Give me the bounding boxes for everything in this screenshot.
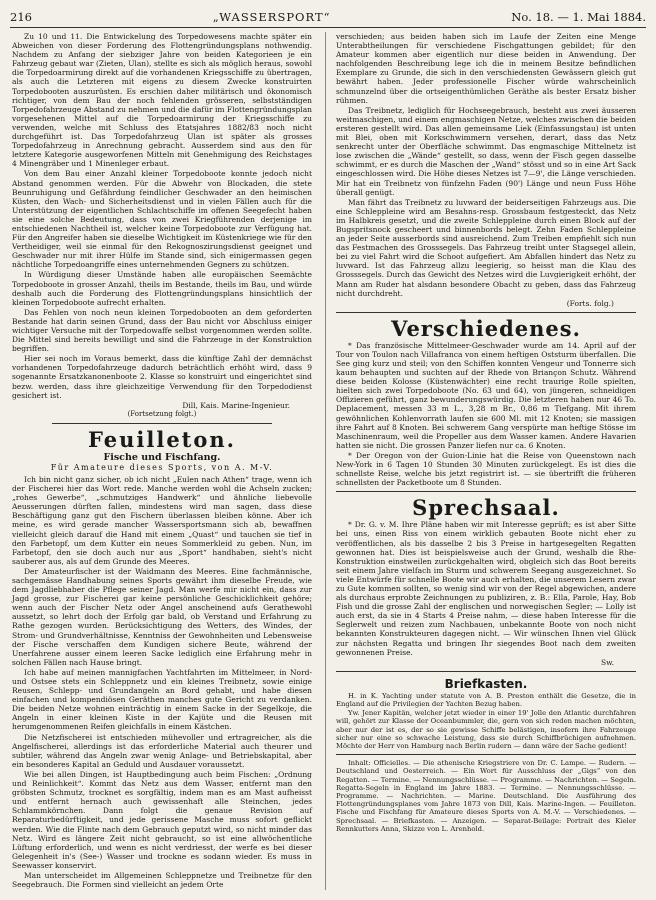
page-header (10, 10, 646, 24)
verschiedenes-item: * Das französische Mittelmeer-Geschwader wurde am 14. April auf der Tour von Toulon nach Villafranca von einem heftigen Oststurm überfallen. Die See ging kurz und steil; von den Schiffen konnten Vengeur und Tonnerre sich kaum behaupten und suchten auf der Rhede von Briançon Schutz. Während diese beiden Kolosse (Küstenwächter) eine recht traurige Rolle spielten, hielten sich zwei Torpedoboote (No. 63 und 64), von jüngeren, schneidigen Offizieren geführt, ganz bewunderungswürdig. Die letzteren haben nur 46 To. Deplacement, messen 33 m L., 3,28 m Br., 0,86 m Tiefgang. Mit ihrem gewöhnlichen Kohlenvorrath laufen sie 600 Ml. mit 12 Knoten; sie massigen ihre Fahrt auf 8 Knoten. Bei schwerem Gang verspürte man heftige Stösse im Maschinenraum, weil die Propeller aus dem Wasser kamen. Andere Havarien hatten sie nicht. Die grossen Panzer liefen nur ca. 6 Knoten. (336, 340, 636, 450)
issue-info: No. 18. — 1. Mai 1884. (511, 10, 646, 24)
sprechsaal-title: Sprechsaal. (412, 495, 560, 521)
section-divider (52, 423, 272, 424)
article-continued: (Fortsetzung folgt.) (127, 409, 197, 418)
feuilleton-paragraph: Ich habe auf meinen mannigfachen Yachtfahrten im Mittelmeer, in Nord- und Ostsee stets ein Schleppnetz und ein kleines Treibnetz, sowie einige Reusen, Schlepp- und Grundangeln an Bord gehabt, und habe diesen einfachen und kompendiösen Geräthen manches gute Gericht zu verdanken. Die beiden Netze wohnen einträchtig in einem Sacke in der Segelkoje, die Angeln in einer kleinen Kiste in der Kajüte und die Reusen mit herumgenommenen Reifen gleichfalls in einem Kästchen. (12, 667, 312, 732)
article-paragraph: In Würdigung dieser Umstände haben alle europäischen Seemächte Torpedoboote in grosser Anzahl, theils im Bestande, theils im Bau, und würde deshalb auch die Forderung des Flottengründungsplans hinsichtlich der kleinen Torpedoboote aufrecht erhalten. (12, 270, 312, 307)
feuilleton-continuation: Das Treibnetz, lediglich für Hochseegebrauch, besteht aus zwei äusseren weitmaschigen, und einem engmaschigen Netze, welches zwischen die beiden ersteren gestellt wird. Das allen gemeinsame Liek (Einfassungstau) ist unten mit Blei, oben mit Korkschwimmern versehen, derart, dass das Netz senkrecht unter der Oberfläche schwimmt. Das engmaschige Mittelnetz ist lose zwischen die „Wände“ gestellt, so dass, wenn der Fisch gegen dasselbe schwimmt, er es durch die Maschen der „Wand“ stösst und so in eine Art Sack eingeschlossen wird. Die Höhe dieses Netzes ist 7—9', die Länge verschieden. Mir hat ein Treibnetz von fünfzehn Faden (90') Länge und neun Fuss Höhe überall genügt. (336, 105, 636, 197)
feuilleton-byline: Für Amateure dieses Sports, von A. M-V. (50, 462, 274, 472)
page-number: 216 (10, 10, 32, 24)
feuilleton-paragraph: Wie bei allen Dingen, ist Hauptbedingung auch beim Fischen: „Ordnung und Reinlichkeit“. Kommt das Netz aus dem Wasser, entfernt man den gröbsten Schmutz, trocknet es sorgfältig, indem man es am Mast aufheisst und entfernt hernach auch gewissenhaft alle Steinchen, jedes Schlammkörnchen. Dann folgt die genaue Revision auf Reparaturbedürftigkeit, und jede gerissene Masche muss sofort geflickt werden. Wie die Flinte nach dem Gebrauch geputzt wird, so nicht minder das Netz. Wird es längere Zeit nicht gebraucht, so ist eine allwöchentliche Lüftung erforderlich, und wenn es nicht verdriesst, der werfe es bei dieser Gelegenheit in's (See-) Wasser und trockne es sodann wieder. Es muss in Seewasser konservirt. (12, 769, 312, 870)
section-divider (336, 754, 636, 755)
feuilleton-continuation: verschieden; aus beiden haben sich im Laufe der Zeiten eine Menge Unterabtheilungen für verschiedene Fischgattungen gebildet; für den Amateur kommen aber eigentlich nur diese beiden in Anwendung. Der nachfolgenden Beschreibung lege ich die in meinem Besitze befindlichen Exemplare zu Grunde, die sich in den verschiedensten Gewässern gleich gut bewährt haben. Jeder professionelle Fischer würde wahrscheinlich schmunzelnd über die ortseigenthümlichen Geräthe als bester Ersatz bisher rühmen. (336, 32, 636, 105)
feuilleton-continuation: Man fährt das Treibnetz zu luvward der beiderseitigen Fahrzeugs aus. Die eine Schleppleine wird am Besahns-resp. Grossbaum festgesteckt, das Netz im Halbkreis gesetzt, und die zweite Schleppleine durch einen Block auf der Bugspritsnock gescheert und binnenbords belegt. Zehn Faden Schleppleine an jeder Seite ausserbords sind ausreichend. Zum Treiben empfiehlt sich nun das Festmachen des Grosssegels. Das Fahrzeug treibt unter Stagsegel allein, bei zu viel Fahrt wird die Schoot aufgefiert. Am Abfallen hindert das Netz zu luvward. Ist das Fahrzeug allzu leegierig, so heisst man die Klau des Grosssegels. Durch das Gewicht des Netzes wird die Luvgierigkeit erhöht, der Mann am Ruder hat alsdann besondere Obacht zu geben, dass das Fahrzeug nicht durchdreht. (336, 197, 636, 298)
journal-title: „WASSERSPORT“ (212, 10, 331, 24)
column-divider (325, 32, 326, 890)
section-divider (336, 491, 636, 492)
article-paragraph: Von dem Bau einer Anzahl kleiner Torpedoboote konnte jedoch nicht Abstand genommen werden. Für die Abwehr von Blockaden, die stete Beunruhigung und Gefährdung feindlicher Geschwader an den heimischen Küsten, den Wach- und Sicherheitsdienst und in vielen Fällen auch für die Unterstützung der eigentlichen Schlachtschiffe im offenen Seegefecht haben sie eine solche Bedeutung, dass von zwei Kriegführenden derjenige im entschiedenen Nachtheil ist, welcher keine Torpedoboote zur Verfügung hat. Für den Angreifer haben sie dieselbe Wichtigkeit im Küstenkriege wie für den Vertheidiger, weil sie einmal für den Rekognoszirungsdienst geeignet und Geschwader nur mit ihrer Hülfe im Stande sind, sich einigermassen gegen nächtliche Torpedoangriffe eines unternehmenden Gegners zu schützen. (12, 169, 312, 270)
article-paragraph: Das Fehlen von noch neun kleinen Torpedobooten an dem geforderten Bestande hat darin seinen Grund, dass der Bau nicht vor Abschluss einiger wichtiger Versuche mit der Torpedowaffe selbst vorgenommen werden sollte. Die Mittel sind bereits bewilligt und sind die Fahrzeuge in der Konstruktion begriffen. (12, 307, 312, 354)
feuilleton-continued: (Forts. folg.) (566, 298, 614, 308)
sprechsaal-signature: Sw. (600, 657, 614, 667)
header-rule (10, 27, 646, 28)
feuilleton-paragraph: Ich bin nicht ganz sicher, ob ich nicht „Eulen nach Athen“ trage, wenn ich der Fischerei hier das Wort rede. Manche werden wohl die Achseln zucken; „rohes Gewerbe“, „schmutziges Handwerk“ und ähnliche liebevolle Aeusserungen dürften fallen, mindestens wird man sagen, dass diese Beschäftigung ganz gut den Fischern überlassen bleiben könne. Aber ich meine, es wird gerade mancher Wassersportsmann sich ab, bewaffnen vielleicht gleich darauf die Hand mit einem „Quast“ und tauchen sie tief in den Farbetopf, um dem Kutter ein neues Sommerkleid zu geben. Nun, im Farbetopf, den sie doch auch nur aus „Sport“ handhaben, sieht's nicht sauberer aus, als auf dem Grunde des Meeres. (12, 474, 312, 566)
table-of-contents: Inhalt: Officielles. — Die athenische Kriegstriere von Dr. C. Lampe. — Rudern. — Deutschland und Oesterreich. — Ein Wort für Ausschluss der „Gigs“ von den Regatten. — Termine. — Nennungsschlüsse. — Programme. — Nachrichten. — Segeln. Regatta-Segeln in England im Jahre 1883. — Termine. — Nennungsschlüsse. — Programme. — Nachrichten. — Marine. Deutschland. Die Ausführung des Flottengründungsplanes vom Jahre 1873 von Dill, Kais. Marine-Ingen. — Feuilleton. Fische und Fischfang für Amateure dieses Sports von A. M.-V. — Verschiedenes. — Sprechsaal. — Briefkasten. — Anzeigen. — Separat-Beilage: Portrait des Kieler Rennkutters Anna, Skizze von L. Arenhold. (336, 759, 636, 833)
verschiedenes-title: Verschiedenes. (391, 315, 581, 341)
section-divider (336, 312, 636, 313)
left-column (12, 32, 312, 890)
feuilleton-title: Feuilleton. (88, 426, 236, 452)
feuilleton-paragraph: Die Netzfischerei ist entschieden mühevoller und ertragreicher, als die Angelfischerei, allerdings ist das erforderliche Material auch theurer und subtiler, während das Angeln zwar wenig Anlage- und Betriebskapital, aber ein besonderes Kapital an Geduld und Ausdauer voraussetzt. (12, 732, 312, 769)
feuilleton-subtitle: Fische und Fischfang. (103, 451, 221, 463)
briefkasten-title: Briefkasten. (444, 676, 528, 691)
verschiedenes-item: * Der Oregon von der Guion-Linie hat die Reise von Queenstown nach New-York in 6 Tagen 10 Stunden 30 Minuten zurückgelegt. Es ist dies die schnellste Reise, welche bis jetzt registrirt ist. — sie übertrifft die früheren schnellsten der Packetboote um 8 Stunden. (336, 450, 636, 488)
briefkasten-item: H. in K. Yachting under statute von A. B. Preston enthält die Gesetze, die in England auf die Privilegien der Yachten Bezug haben. (336, 691, 636, 709)
article-paragraph: Zu 10 und 11. Die Entwickelung des Torpedowesens machte später ein Abweichen von dieser Forderung des Flottengründungsplans nothwendig. Nachdem zu Anfang der siebziger Jahre von beiden Kategorieen je ein Fahrzeug gebaut war (Zieten, Ulan), stellte es sich als möglich heraus, sowohl die Torpedoarmirung direkt auf die vorhandenen Kriegsschiffe zu übertragen, als auch die Letzteren mit eigens zu diesem Zwecke konstruirten Torpedobooten auszurüsten. Es erschien daher militärisch und ökonomisch richtiger, von dem Bau der noch fehlenden grösseren, selbstständigen Torpedofahrzeuge Abstand zu nehmen und die dafür im Flottengründungsplan vorgesehenen Mittel auf die Torpedoarmirung der Kriegsschiffe zu verwenden, welche mit Schluss des Etatsjahres 1882/83 noch nicht durchgeführt ist. Das Torpedofahrzeug Ulan ist später als grosses Torpedofahrzeug in Anrechnung gebracht. Ausserdem sind aus den für letztere Kategorie ausgeworfenen Mitteln mit Genehmigung des Reichstages 4 Minengräber und 1 Minenleger erbaut. (12, 32, 312, 169)
article-signature: Dill, Kais. Marine-Ingenieur. (182, 400, 290, 410)
feuilleton-paragraph: Man unterscheidet im Allgemeinen Schleppnetze und Treibnetze für den Seegebrauch. Die Formen sind vielleicht an jedem Orte (12, 870, 312, 890)
section-divider (336, 671, 636, 672)
right-column (336, 32, 636, 834)
article-paragraph: Hier sei noch im Voraus bemerkt, dass die künftige Zahl der demnächst vorhandenen Torpedofahrzeuge dadurch beträchtlich erhöht wird, dass 9 sogenannte Ersatzkanonenboote 2. Klasse so konstruirt und eingerichtet sind bezw. werden, dass ihre gleichzeitige Verwendung für den Torpedodienst gesichert ist. (12, 354, 312, 400)
sprechsaal-text: * Dr. G. v. M. Ihre Pläne haben wir mit Interesse geprüft; es ist aber Sitte bei uns, einen Riss von einem wirklich gebauten Boote nicht eher zu veröffentlichen, als bis dasselbe 2 bis 3 Preise in hartgesegelten Regatten gewonnen hat. Dies ist beispielsweise auch der Grund, weshalb die Rhe-Konstruktion einstweilen zurückgehalten wird, obgleich sich das Boot bereits seit einem Jahre vielfach im Sturm und schwerem Seegang ausgezeichnet. So viele Entwürfe für schnelle Boote wir auch erhalten, die unserem Lesern zwar zu Gute kommen sollten, so wenig sind wir von der Regel abgewichen, andere als durchaus erprobte Zeichnungen zu publiziren, z. B.: Ella, Parole, Hay, Bob Fish und die grosse Zahl der englischen und norwegischen Segler; — Lolly ist auch erst, da sie in 4 Starts 4 Preise nahm, — diese haben Interesse für die Seglerwelt und reizen zum Nachbauen, unbekannte Boote von noch nicht bekannten Konstrukteuren dagegen nicht. — Wir wünschen Ihnen viel Glück zur nächsten Regatta und bringen Ihr siegendes Boot nach dem zweiten gewonnenen Preise. (336, 520, 636, 657)
feuilleton-paragraph: Der Amateurfischer ist der Waidmann des Meeres. Eine fachmännische, sachgemässe Handhabung seines Sports gewährt ihm dieselbe Freude, wie dem Jagdliebhaber die Pflege seiner Jagd. Man werfe mir nicht ein, dass zur Jagd grosse, zur Fischerei gar keine persönliche Geschicklichkeit gehöre; wenn auch der Fischer Netz oder Angel anscheinend aufs Gerathewohl aussetzt, so lehrt doch der Erfolg gar bald, ob Verstand und Erfahrung zu Rathe gezogen wurden. Berücksichtigung des Wetters, des Windes, der Strom- und Grundverhältnisse, Kenntniss der Gewohnheiten und Lebensweise der Fische verschaffen dem Kundigen sichere Beute, während der Unerfahrene ausser einem leeren Sacke lediglich eine Erfahrung mehr in solchen Fällen nach Hause bringt. (12, 566, 312, 667)
briefkasten-item: Yw. Jener Kapitän, welcher jetzt wieder in einer 19' Jolle den Atlantic durchfahren will, gehört zur Klasse der Oceanbummler, die, gern von sich reden machen möchten, aber nur der ist es, der so sie gewisse Schiffe belästigen, insofern ihre Fahrzeuge sicher nur eine so schwache Leistung, dass sie durch Schiffbrüchigen aufnehmen. Möchte der Herr von Hamburg nach Berlin rudern — dann wäre der Sache gedient! (336, 709, 636, 751)
